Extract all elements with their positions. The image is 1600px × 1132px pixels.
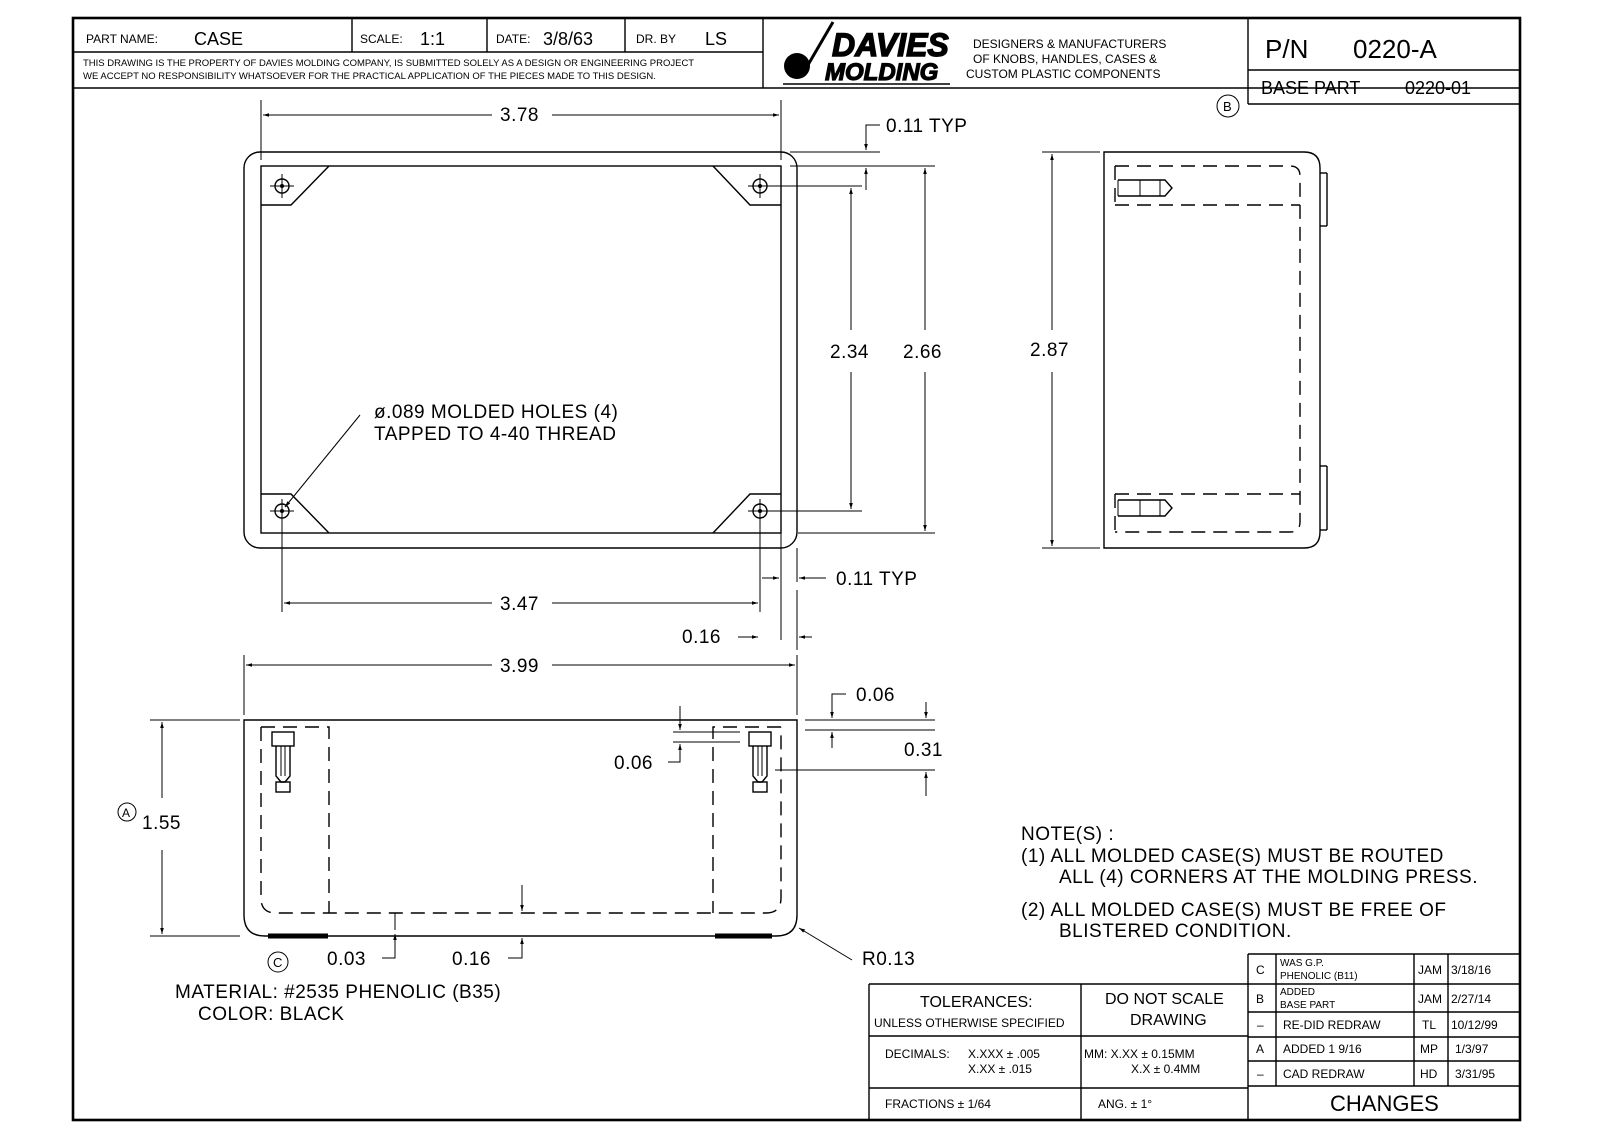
hole-bottom-right bbox=[748, 499, 772, 523]
change-by: JAM bbox=[1418, 992, 1442, 1006]
davies-molding-logo bbox=[783, 22, 950, 86]
decimals-xx: X.XX ± .015 bbox=[968, 1062, 1032, 1076]
do-not-scale-line-2: DRAWING bbox=[1130, 1012, 1207, 1029]
logo-davies: DAVIES bbox=[832, 27, 949, 63]
notes-block bbox=[1021, 824, 1478, 942]
change-rev: C bbox=[1256, 963, 1265, 977]
revision-c-marker: C bbox=[273, 955, 283, 970]
color-line: COLOR: BLACK bbox=[198, 1004, 345, 1025]
drawn-by-label: DR. BY bbox=[636, 32, 677, 46]
change-rev: – bbox=[1257, 1018, 1264, 1032]
part-name-label: PART NAME: bbox=[86, 32, 159, 46]
change-desc-2: BASE PART bbox=[1280, 1000, 1336, 1011]
changes-title: CHANGES bbox=[1330, 1091, 1439, 1116]
dim-inner-height: 2.66 bbox=[903, 342, 942, 363]
date-value: 3/8/63 bbox=[543, 29, 594, 49]
pn-label: P/N bbox=[1265, 34, 1309, 64]
change-rev: B bbox=[1256, 992, 1265, 1006]
change-rev: – bbox=[1257, 1067, 1264, 1081]
front-view bbox=[118, 655, 943, 1025]
change-date: 3/31/95 bbox=[1455, 1067, 1496, 1081]
disclaimer-line-1: THIS DRAWING IS THE PROPERTY OF DAVIES MOLDING COMPANY, IS SUBMITTED SOLELY AS A DESIGN OR ENGINEERING PROJECT bbox=[83, 58, 695, 69]
front-boss-right bbox=[749, 732, 771, 792]
change-desc-1: WAS G.P. bbox=[1280, 958, 1324, 969]
change-by: HD bbox=[1420, 1067, 1438, 1081]
note-2-line-1: (2) ALL MOLDED CASE(S) MUST BE FREE OF bbox=[1021, 900, 1447, 921]
angle-tolerance: ANG. ± 1° bbox=[1098, 1097, 1153, 1111]
changes-block bbox=[1248, 954, 1520, 1120]
change-desc-1: ADDED 1 9/16 bbox=[1283, 1042, 1362, 1056]
note-1-line-2: ALL (4) CORNERS AT THE MOLDING PRESS. bbox=[1059, 867, 1479, 888]
change-date: 10/12/99 bbox=[1451, 1018, 1498, 1032]
dim-side-height: 2.87 bbox=[1030, 340, 1069, 361]
tolerances-subtitle: UNLESS OTHERWISE SPECIFIED bbox=[874, 1016, 1065, 1030]
note-1-line-1: (1) ALL MOLDED CASE(S) MUST BE ROUTED bbox=[1021, 846, 1444, 867]
disclaimer-line-2: WE ACCEPT NO RESPONSIBILITY WHATSOEVER FOR THE PRACTICAL APPLICATION OF THE PIECES MADE TO THIS DESIGN. bbox=[83, 71, 656, 82]
dim-floor-offset: 0.16 bbox=[452, 949, 491, 970]
drawn-by-value: LS bbox=[705, 29, 728, 49]
dim-hole-spacing-horizontal: 3.47 bbox=[500, 594, 539, 615]
mm-x: X.X ± 0.4MM bbox=[1131, 1062, 1201, 1076]
mm-xx: MM: X.XX ± 0.15MM bbox=[1084, 1047, 1195, 1061]
scale-label: SCALE: bbox=[360, 32, 403, 46]
top-view bbox=[244, 100, 967, 650]
change-by: TL bbox=[1422, 1018, 1437, 1032]
dim-front-width: 3.99 bbox=[500, 656, 539, 677]
decimals-xxx: X.XXX ± .005 bbox=[968, 1047, 1040, 1061]
date-label: DATE: bbox=[496, 32, 531, 46]
change-desc-2: PHENOLIC (B11) bbox=[1280, 971, 1358, 982]
revision-b-marker: B bbox=[1223, 99, 1232, 114]
company-line-2: OF KNOBS, HANDLES, CASES & bbox=[973, 52, 1158, 66]
dim-hole-offset: 0.16 bbox=[682, 627, 721, 648]
front-boss-left bbox=[272, 732, 294, 792]
base-part-number: 0220-01 bbox=[1405, 78, 1472, 98]
change-rev: A bbox=[1256, 1042, 1265, 1056]
logo-molding: MOLDING bbox=[825, 59, 939, 86]
tolerances-block bbox=[869, 984, 1248, 1120]
change-row bbox=[1257, 1067, 1495, 1081]
scale-value: 1:1 bbox=[420, 29, 446, 49]
change-date: 3/18/16 bbox=[1451, 963, 1492, 977]
dim-floor-thickness: 0.03 bbox=[327, 949, 366, 970]
change-row bbox=[1256, 1042, 1489, 1056]
change-by: MP bbox=[1420, 1042, 1438, 1056]
fractions-tolerance: FRACTIONS ± 1/64 bbox=[885, 1097, 991, 1111]
title-block bbox=[73, 18, 1520, 117]
do-not-scale-line-1: DO NOT SCALE bbox=[1105, 991, 1224, 1008]
decimals-label: DECIMALS: bbox=[885, 1047, 950, 1061]
part-number: 0220-A bbox=[1353, 34, 1437, 64]
change-desc-1: ADDED bbox=[1280, 987, 1316, 998]
notes-header: NOTE(S) : bbox=[1021, 824, 1115, 845]
hole-bottom-left bbox=[270, 499, 294, 523]
change-row bbox=[1257, 1018, 1498, 1032]
dim-front-height: 1.55 bbox=[142, 813, 181, 834]
change-row bbox=[1256, 958, 1491, 982]
dim-wall-typ-right: 0.11 TYP bbox=[836, 569, 918, 590]
note-2-line-2: BLISTERED CONDITION. bbox=[1059, 921, 1292, 942]
change-row bbox=[1256, 987, 1491, 1011]
material-line: MATERIAL: #2535 PHENOLIC (B35) bbox=[175, 982, 502, 1003]
dim-top-width: 3.78 bbox=[500, 105, 539, 126]
dim-wall-typ-top: 0.11 TYP bbox=[886, 116, 968, 137]
change-date: 2/27/14 bbox=[1451, 992, 1492, 1006]
base-part-label: BASE PART bbox=[1261, 78, 1361, 98]
tolerances-title: TOLERANCES: bbox=[920, 994, 1033, 1011]
dim-hole-spacing-vertical: 2.34 bbox=[830, 342, 869, 363]
dim-corner-radius: R0.13 bbox=[862, 949, 916, 970]
dim-boss-depth: 0.31 bbox=[904, 740, 943, 761]
hole-top-right bbox=[748, 174, 772, 198]
company-line-3: CUSTOM PLASTIC COMPONENTS bbox=[966, 67, 1161, 81]
change-desc-1: CAD REDRAW bbox=[1283, 1067, 1365, 1081]
hole-note-line-1: ø.089 MOLDED HOLES (4) bbox=[374, 402, 619, 423]
change-by: JAM bbox=[1418, 963, 1442, 977]
dim-boss-offset: 0.06 bbox=[614, 753, 653, 774]
company-line-1: DESIGNERS & MANUFACTURERS bbox=[973, 37, 1167, 51]
part-name: CASE bbox=[194, 29, 244, 49]
dim-boss-gap: 0.06 bbox=[856, 685, 895, 706]
revision-a-marker: A bbox=[122, 806, 131, 820]
side-view bbox=[1030, 152, 1327, 548]
hole-note-line-2: TAPPED TO 4-40 THREAD bbox=[374, 424, 617, 445]
hole-top-left bbox=[270, 174, 294, 198]
change-desc-1: RE-DID REDRAW bbox=[1283, 1018, 1381, 1032]
change-date: 1/3/97 bbox=[1455, 1042, 1489, 1056]
